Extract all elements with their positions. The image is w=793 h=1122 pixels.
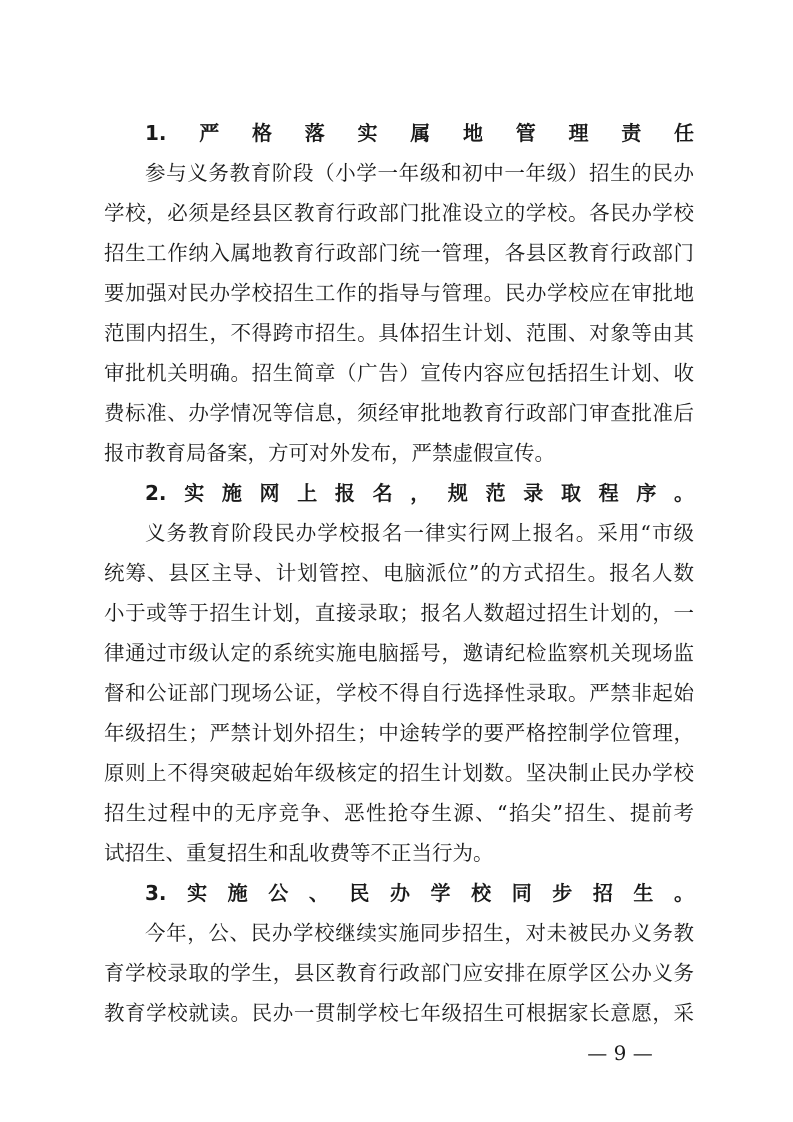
paragraph-line: 原则上不得突破起始年级核定的招生计划数。坚决制止民办学校 <box>104 761 694 785</box>
section-heading-2: 2.实施网上报名，规范录取程序。 <box>145 481 694 505</box>
paragraph-line: 年级招生；严禁计划外招生；中途转学的要严格控制学位管理， <box>104 721 694 745</box>
page-number: — 9 — <box>587 1041 653 1065</box>
paragraph-line: 小于或等于招生计划，直接录取；报名人数超过招生计划的，一 <box>104 601 694 625</box>
paragraph-line: 招生过程中的无序竞争、恶性抢夺生源、“掐尖”招生、提前考 <box>104 801 694 825</box>
paragraph-line: 范围内招生，不得跨市招生。具体招生计划、范围、对象等由其 <box>104 321 694 345</box>
paragraph-line: 教育学校就读。民办一贯制学校七年级招生可根据家长意愿，采 <box>104 1001 694 1025</box>
paragraph-line: 统筹、县区主导、计划管控、电脑派位”的方式招生。报名人数 <box>104 561 694 585</box>
paragraph-line: 育学校录取的学生，县区教育行政部门应安排在原学区公办义务 <box>104 961 694 985</box>
paragraph-line: 招生工作纳入属地教育行政部门统一管理，各县区教育行政部门 <box>104 241 694 265</box>
paragraph-line: 报市教育局备案，方可对外发布，严禁虚假宣传。 <box>104 441 555 465</box>
section-heading-1: 1.严格落实属地管理责任 <box>145 121 694 145</box>
paragraph-line: 律通过市级认定的系统实施电脑摇号，邀请纪检监察机关现场监 <box>104 641 694 665</box>
paragraph-line: 费标准、办学情况等信息，须经审批地教育行政部门审查批准后 <box>104 401 694 425</box>
paragraph-line: 参与义务教育阶段（小学一年级和初中一年级）招生的民办 <box>145 161 694 185</box>
section-heading-3: 3.实施公、民办学校同步招生。 <box>145 881 694 905</box>
paragraph-line: 学校，必须是经县区教育行政部门批准设立的学校。各民办学校 <box>104 201 694 225</box>
paragraph-line: 义务教育阶段民办学校报名一律实行网上报名。采用“市级 <box>145 521 694 545</box>
paragraph-line: 今年，公、民办学校继续实施同步招生，对未被民办义务教 <box>145 921 694 945</box>
paragraph-line: 督和公证部门现场公证，学校不得自行选择性录取。严禁非起始 <box>104 681 694 705</box>
paragraph-line: 要加强对民办学校招生工作的指导与管理。民办学校应在审批地 <box>104 281 694 305</box>
paragraph-line: 审批机关明确。招生简章（广告）宣传内容应包括招生计划、收 <box>104 361 694 385</box>
paragraph-line: 试招生、重复招生和乱收费等不正当行为。 <box>104 841 494 865</box>
